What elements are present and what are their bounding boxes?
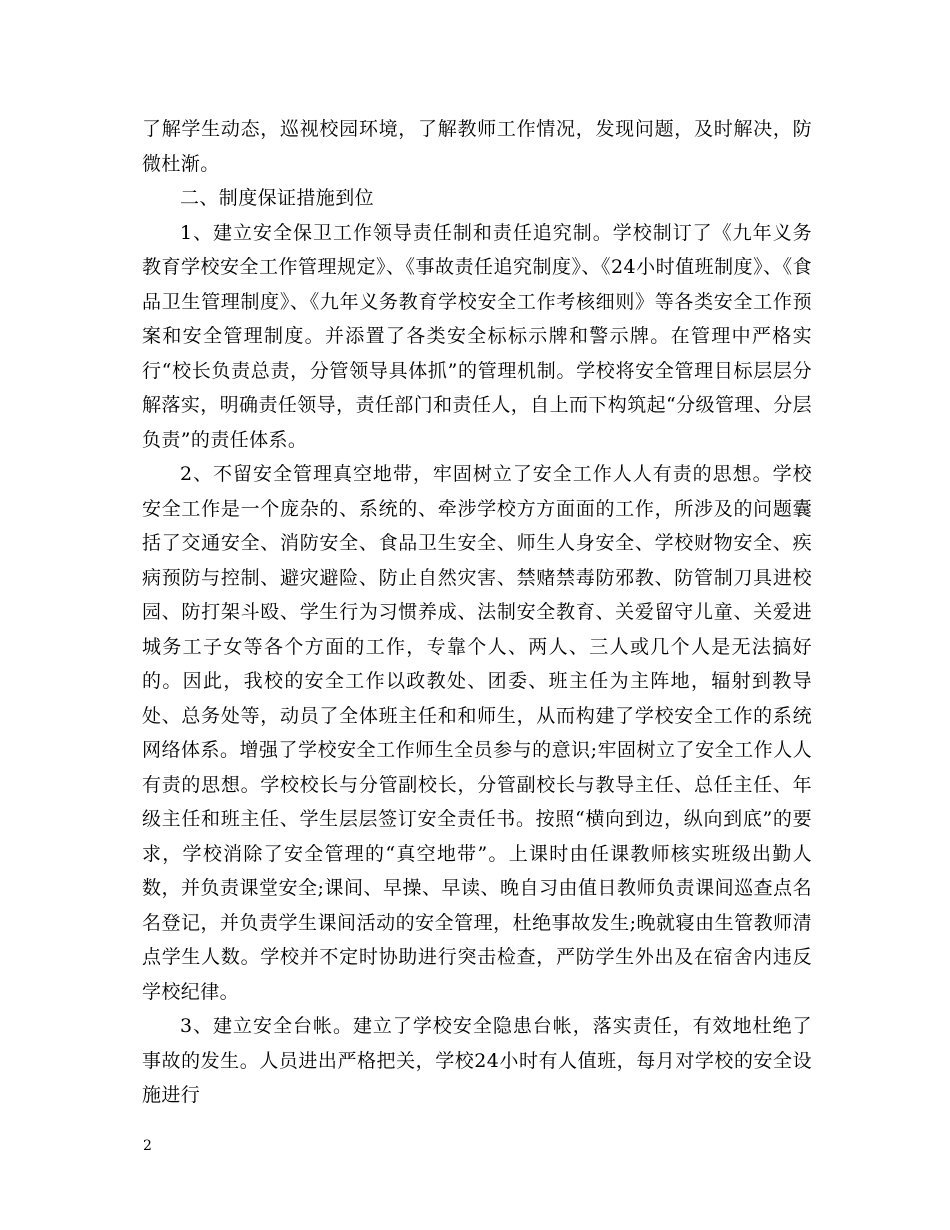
- section-heading: 二、制度保证措施到位: [180, 187, 375, 209]
- paragraph-continuation: 了解学生动态，巡视校园环境，了解教师工作情况，发现问题，及时解决，防微杜渐。: [142, 118, 812, 175]
- body-text: [142, 112, 812, 1113]
- paragraph-2: 2、不留安全管理真空地带，牢固树立了安全工作人人有责的思想。学校安全工作是一个庞杂的、系统的、牵涉学校方方面面的工作，所涉及的问题囊括了交通安全、消防安全、食品卫生安全、师生人身安全、学校财物安全、疾病预防与控制、避灾避险、防止自然灾害、禁赌禁毒防邪教、防管制刀具进校园、防打架斗殴、学生行为习惯养成、法制安全教育、关爱留守儿童、关爱进城务工子女等各个方面的工作，专靠个人、两人、三人或几个人是无法搞好的。因此，我校的安全工作以政教处、团委、班主任为主阵地，辐射到教导处、总务处等，动员了全体班主任和和师生，从而构建了学校安全工作的系统网络体系。增强了学校安全工作师生全员参与的意识;牢固树立了安全工作人人有责的思想。学校校长与分管副校长，分管副校长与教导主任、总任主任、年级主任和班主任、学生层层签订安全责任书。按照“横向到边，纵向到底”的要求，学校消除了安全管理的“真空地带”。上课时由任课教师核实班级出勤人数，并负责课堂安全;课间、早操、早读、晚自习由值日教师负责课间巡查点名名登记，并负责学生课间活动的安全管理，杜绝事故发生;晚就寝由生管教师清点学生人数。学校并不定时协助进行突击检查，严防学生外出及在宿舍内违反学校纪律。: [142, 463, 812, 1003]
- paragraph-1: 1、建立安全保卫工作领导责任制和责任追究制。学校制订了《九年义务教育学校安全工作管理规定》、《事故责任追究制度》、《24小时值班制度》、《食品卫生管理制度》、《九年义务教育学校安全工作考核细则》等各类安全工作预案和安全管理制度。并添置了各类安全标标示牌和警示牌。在管理中严格实行“校长负责总责，分管领导具体抓”的管理机制。学校将安全管理目标层层分解落实，明确责任领导，责任部门和责任人，自上而下构筑起“分级管理、分层负责”的责任体系。: [142, 221, 812, 451]
- page-number: 2: [143, 1138, 152, 1154]
- paragraph-3: 3、建立安全台帐。建立了学校安全隐患台帐，落实责任，有效地杜绝了事故的发生。人员进出严格把关，学校24小时有人值班，每月对学校的安全设施进行: [142, 1015, 812, 1106]
